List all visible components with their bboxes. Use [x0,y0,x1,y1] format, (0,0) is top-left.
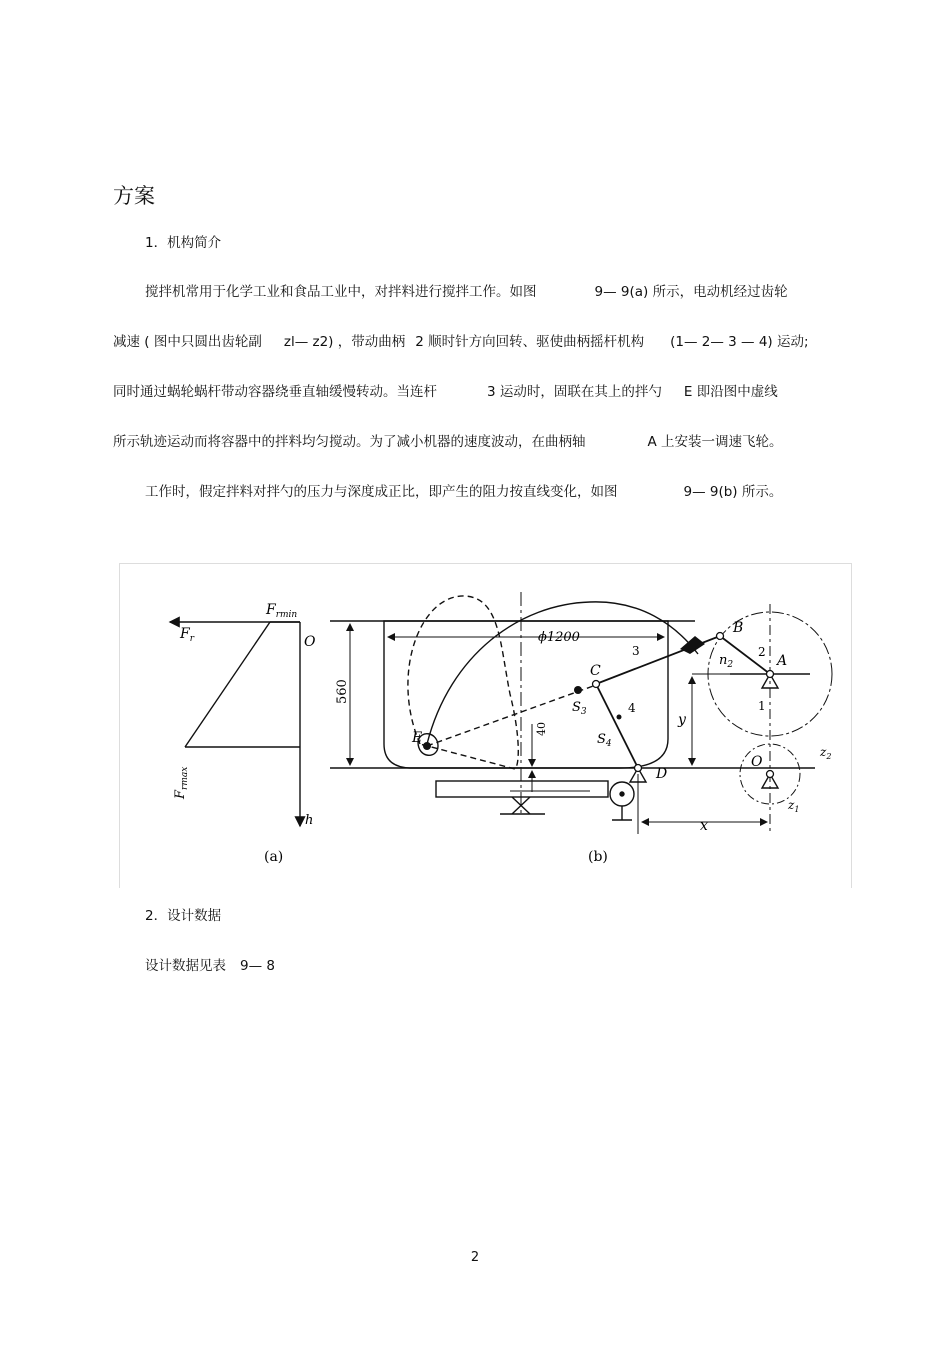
label-y: y [678,712,686,728]
text-run: 9— 9(a) 所示，电动机经过齿轮 [594,284,788,300]
text-run: E 即沿图中虚线 [683,384,778,400]
height-label: 560 [335,679,350,704]
label-3: 3 [632,644,640,658]
text-run: 所示轨迹运动而将容器中的拌料均匀搅动。为了减小机器的速度波动，在曲柄轴 [113,434,586,450]
paragraph-line-3 [113,382,778,402]
label-1: 1 [758,699,766,713]
joint-e [423,742,431,750]
mechanism-diagram [120,564,851,888]
text-run: 减速 ( 图中只圆出齿轮副 [113,334,262,350]
section-1-heading [145,233,221,253]
joint-b [717,633,724,640]
label-2: 2 [758,645,766,659]
section-2-heading [145,906,221,926]
text-run: 9— 9(b) 所示。 [683,484,783,500]
link-4 [596,684,638,768]
joint-c [593,681,600,688]
label-s4: $S_4$ [597,732,612,749]
diagram-a [170,622,300,826]
frmin-label: $F_{rmin}$ [266,602,298,620]
label-b: B [733,620,744,636]
turntable-plate [436,781,608,797]
joint-s4 [617,715,622,720]
text-run: 设计数据见表 [145,958,226,974]
text-run: 同时通过蜗轮蜗杆带动容器绕垂直轴缓慢转动。当连杆 [113,384,437,400]
label-n2: $n_2$ [719,653,734,670]
link-arc [427,602,698,744]
joint-s3 [574,686,582,694]
joint-a [767,671,774,678]
label-d: D [656,766,668,782]
label-4: 4 [628,701,636,715]
label-c: C [590,663,601,679]
text-run: 2 顺时针方向回转、驱使曲柄摇杆机构 [415,334,645,350]
resistance-line [185,622,270,747]
page-title: 方案 [113,184,155,208]
label-o: O [751,754,763,770]
caption-a: (a) [264,849,284,865]
worm-center [620,792,624,796]
text-run: 工作时，假定拌料对拌勺的压力与深度成正比，即产生的阻力按直线变化，如图 [145,484,618,500]
text-run: zl— z2) ，带动曲柄 [283,334,406,350]
section-2-title: 设计数据 [167,908,222,924]
offset-label: 40 [535,722,548,736]
mechanism-figure [119,563,852,888]
h-label: h [305,813,314,828]
frmax-label: $F_{rmax}$ [173,766,190,799]
o-label-a: O [304,634,316,650]
text-run: 搅拌机常用于化学工业和食品工业中，对拌料进行搅拌工作。如图 [145,284,537,300]
label-a: A [777,653,788,669]
text-run: (1— 2— 3 — 4) 运动; [670,334,809,350]
dashed-link-e-c [427,685,596,746]
paragraph-line-2 [113,332,809,352]
text-run: 3 运动时，固联在其上的拌勺 [487,384,662,400]
section-2-number: 2． [145,908,168,924]
page-number: 2 [470,1250,480,1265]
label-x: x [700,818,708,834]
paragraph-line-6 [145,956,275,976]
paragraph-line-4 [113,432,783,452]
text-run: 9— 8 [240,958,275,974]
caption-b: (b) [588,849,608,865]
paragraph-line-5 [145,482,782,502]
label-e: E [412,730,423,746]
label-z2: $z_2$ [820,745,832,761]
diameter-label: ϕ1200 [538,630,580,645]
paragraph-line-1 [145,282,788,302]
text-run: A 上安装一调速飞轮。 [647,434,783,450]
joint-d [635,765,642,772]
section-1-title: 机构简介 [167,235,222,251]
section-1-number: 1． [145,235,168,251]
label-s3: $S_3$ [572,700,587,717]
label-z1: $z_1$ [788,798,800,814]
fr-label: $F_r$ [180,626,195,644]
joint-o [767,771,774,778]
